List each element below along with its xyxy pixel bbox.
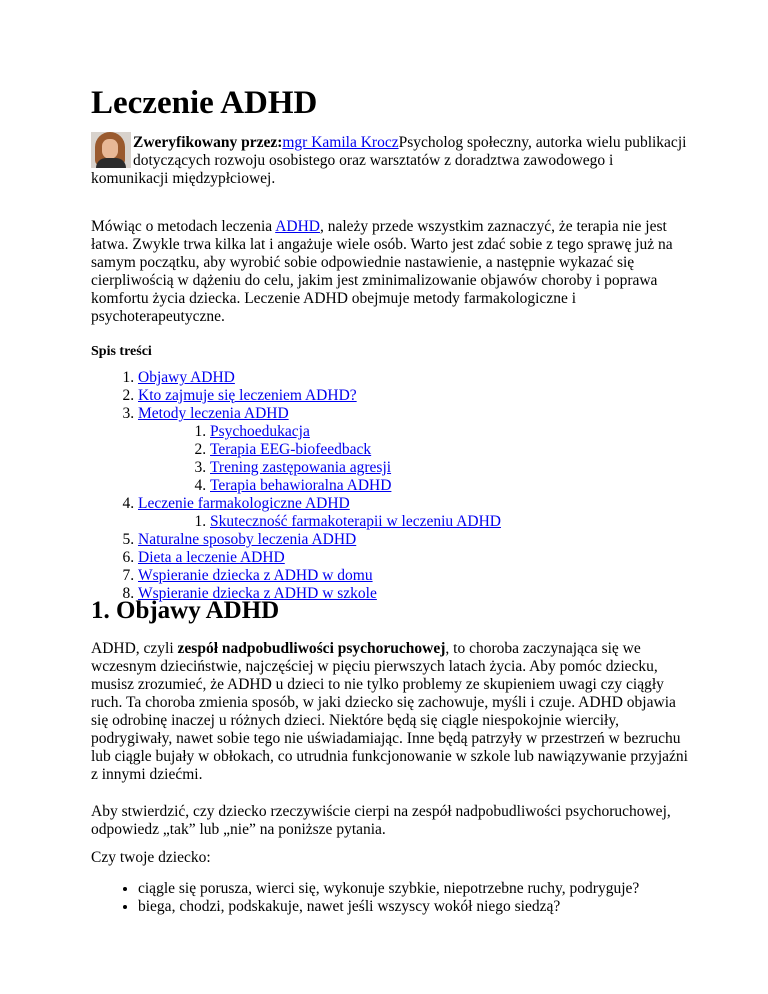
adhd-link[interactable]: ADHD bbox=[275, 218, 320, 235]
toc-subitem bbox=[210, 441, 698, 459]
section-heading: 1. Objawy ADHD bbox=[91, 597, 280, 624]
list-item: • ciągle się porusza, wierci się, wykonuje szybkie, niepotrzebne ruchy, podryguje? bbox=[138, 880, 758, 898]
toc-link-behawioralna[interactable]: Terapia behawioralna ADHD bbox=[210, 477, 392, 494]
toc-sublist-pharma bbox=[138, 513, 698, 531]
toc-link-farmakologiczne[interactable]: Leczenie farmakologiczne ADHD bbox=[138, 495, 350, 512]
toc-link-trening[interactable]: Trening zastępowania agresji bbox=[210, 459, 392, 476]
toc-link-eeg[interactable]: Terapia EEG-biofeedback bbox=[210, 441, 372, 458]
verification-line bbox=[91, 134, 691, 188]
author-link[interactable]: mgr Kamila Krocz bbox=[282, 134, 399, 151]
question-intro: Czy twoje dziecko: bbox=[91, 849, 211, 866]
section-paragraph: ADHD, czyli zespół nadpobudliwości psychoruchowej, to choroba zaczynająca się we wczesnym dzieciństwie, najczęściej w pięciu pierwszych latach życia. Aby pomóc dziecku, musisz zrozumieć, że ADHD u dzieci to nie tylko problemy ze skupieniem uwagi czy ciągły ruch. Ta choroba zmienia sposób, w jaki dziecko się zachowuje, myśli i czuje. ADHD objawia się odrobinę inaczej u różnych dzieci. Niektóre będą się ciągle niespokojnie wierciły, podrygiwały, nawet sobie tego nie uświadamiając. Inne będą patrzyły w przestrzeń w bezruchu lub ciągle bujały w obłokach, co utrudnia funkcjonowanie w szkole lub nawiązywanie przyjaźni z innymi dziećmi. bbox=[91, 640, 688, 783]
toc-title: Spis treści bbox=[91, 344, 152, 359]
toc-link-naturalne[interactable]: Naturalne sposoby leczenia ADHD bbox=[138, 531, 357, 548]
author-avatar bbox=[91, 132, 131, 168]
toc-subitem bbox=[210, 423, 698, 441]
toc-sublist-methods bbox=[138, 423, 698, 495]
toc-link-psychoedukacja[interactable]: Psychoedukacja bbox=[210, 423, 310, 440]
toc-item bbox=[138, 531, 698, 549]
toc-subitem bbox=[210, 477, 698, 495]
author-bio: Psycholog społeczny, autorka wielu publikacji dotyczących rozwoju osobistego oraz warsztatów z doradztwa zawodowego i komunikacji międzypłciowej. bbox=[91, 134, 687, 187]
toc-link-kto[interactable]: Kto zajmuje się leczeniem ADHD? bbox=[138, 387, 357, 404]
verification-label: Zweryfikowany przez: bbox=[133, 134, 283, 151]
section-paragraph: Aby stwierdzić, czy dziecko rzeczywiście cierpi na zespół nadpobudliwości psychoruchowej, odpowiedz „tak” lub „nie” na poniższe pytania. bbox=[91, 803, 671, 838]
page-title: Leczenie ADHD bbox=[91, 85, 318, 121]
bold-term: zespół nadpobudliwości psychoruchowej bbox=[177, 640, 446, 657]
toc-item bbox=[138, 405, 698, 495]
toc-item bbox=[138, 567, 698, 585]
toc-item bbox=[138, 369, 698, 387]
toc-subitem bbox=[210, 459, 698, 477]
list-item: • biega, chodzi, podskakuje, nawet jeśli wszyscy wokół niego siedzą? bbox=[138, 898, 758, 916]
toc-link-szkola[interactable]: Wspieranie dziecka z ADHD w szkole bbox=[138, 585, 377, 602]
intro-paragraph: Mówiąc o metodach leczenia ADHD, należy przede wszystkim zaznaczyć, że terapia nie jest łatwa. Zwykle trwa kilka lat i angażuje wiele osób. Warto jest zdać sobie z tego sprawę już na samym początku, aby wyrobić sobie odpowiednie nastawienie, a następnie wykazać się cierpliwością w dążeniu do celu, jakim jest zminimalizowanie objawów choroby i poprawa komfortu życia dziecka. Leczenie ADHD obejmuje metody farmakologiczne i psychoterapeutyczne. bbox=[91, 218, 673, 325]
toc-link-dom[interactable]: Wspieranie dziecka z ADHD w domu bbox=[138, 567, 373, 584]
toc-item bbox=[138, 495, 698, 531]
question-list bbox=[91, 880, 758, 916]
toc-link-dieta[interactable]: Dieta a leczenie ADHD bbox=[138, 549, 285, 566]
toc-item bbox=[138, 387, 698, 405]
toc-item bbox=[138, 549, 698, 567]
toc-link-metody[interactable]: Metody leczenia ADHD bbox=[138, 405, 289, 422]
toc-link-objawy[interactable]: Objawy ADHD bbox=[138, 369, 235, 386]
toc-link-skutecznosc[interactable]: Skuteczność farmakoterapii w leczeniu ADHD bbox=[210, 513, 501, 530]
toc-subitem bbox=[210, 513, 698, 531]
table-of-contents bbox=[91, 369, 698, 603]
